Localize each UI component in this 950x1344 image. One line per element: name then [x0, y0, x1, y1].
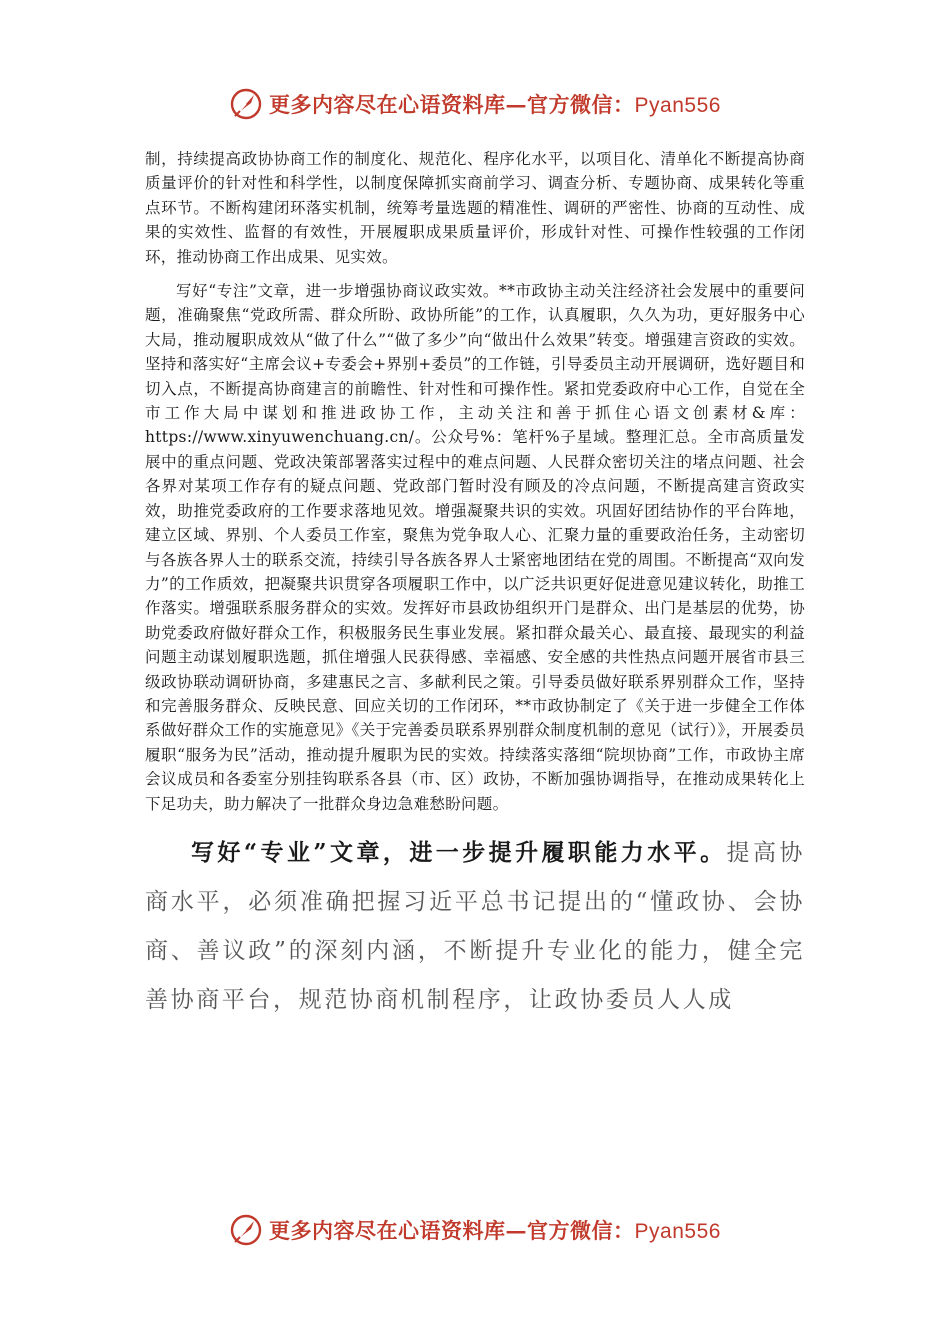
footer-banner-wechat-id: Pyan556 — [634, 1220, 721, 1243]
footer-banner-text: 更多内容尽在心语资料库—官方微信：Pyan556 — [269, 1218, 721, 1243]
paragraph-3-lead: 写好“专业”文章，进一步提升履职能力水平。 — [191, 838, 727, 866]
footer-banner — [0, 1210, 950, 1250]
paragraph-1: 制，持续提高政协协商工作的制度化、规范化、程序化水平，以项目化、清单化不断提高协商质量评价的针对性和科学性，以制度保障抓实商前学习、调查分析、专题协商、成果转化等重点环节。不断构建闭环落实机制，统筹考量选题的精准性、调研的严密性、协商的互动性、成果的实效性、监督的有效性，开展履职成果质量评价，形成针对性、可操作性较强的工作闭环，推动协商工作出成果、见实效。 — [145, 150, 805, 266]
quill-pen-logo-icon — [229, 87, 263, 121]
paragraph-3 — [145, 828, 805, 1025]
quill-pen-logo-icon — [229, 1213, 263, 1247]
header-banner-text: 更多内容尽在心语资料库—官方微信：Pyan556 — [269, 92, 721, 117]
paragraph-3-text: 提高协商水平，必须准确把握习近平总书记提出的“懂政协、会协商、善议政”的深刻内涵，不断提升专业化的能力，健全完善协商平台，规范协商机制程序，让政协委员人人成 — [145, 839, 805, 1013]
paragraph-2: 写好“专注”文章，进一步增强协商议政实效。**市政协主动关注经济社会发展中的重要问题，准确聚焦“党政所需、群众所盼、政协所能”的工作，认真履职，久久为功，更好服务中心大局，推动履职成效从“做了什么”“做了多少”向“做出什么效果”转变。增强建言资政的实效。坚持和落实好“主席会议+专委会+界别+委员”的工作链，引导委员主动开展调研，选好题目和切入点，不断提高协商建言的前瞻性、针对性和可操作性。紧扣党委政府中心工作，自觉在全市工作大局中谋划和推进政协工作，主动关注和善于抓住心语文创素材&库：https://www.xinyuwenchuang.cn/。公众号%：笔杆%子星域。整理汇总。全市高质量发展中的重点问题、党政决策部署落实过程中的难点问题、人民群众密切关注的堵点问题、社会各界对某项工作存有的疑点问题、党政部门暂时没有顾及的冷点问题，不断提高建言资政实效，助推党委政府的工作要求落地见效。增强凝聚共识的实效。巩固好团结协作的平台阵地，建立区域、界别、个人委员工作室，聚焦为党争取人心、汇聚力量的重要政治任务，主动密切与各族各界人士的联系交流，持续引导各族各界人士紧密地团结在党的周围。不断提高“双向发力”的工作质效，把凝聚共识贯穿各项履职工作中，以广泛共识更好促进意见建议转化，助推工作落实。增强联系服务群众的实效。发挥好市县政协组织开门是群众、出门是基层的优势，协助党委政府做好群众工作，积极服务民生事业发展。紧扣群众最关心、最直接、最现实的利益问题主动谋划履职选题，抓住增强人民获得感、幸福感、安全感的共性热点问题开展省市县三级政协联动调研协商，多建惠民之言、多献利民之策。引导委员做好联系界别群众工作，坚持和完善服务群众、反映民意、回应关切的工作闭环，**市政协制定了《关于进一步健全工作体系做好群众工作的实施意见》《关于完善委员联系界别群众制度机制的意见（试行）》，开展委员履职“服务为民”活动，推动提升履职为民的实效。持续落实落细“院坝协商”工作，市政协主席会议成员和各委室分别挂钩联系各县（市、区）政协，不断加强协调指导，在推动成果转化上下足功夫，助力解决了一批群众身边急难愁盼问题。 — [145, 282, 805, 813]
document-body — [145, 147, 805, 1025]
header-banner — [0, 84, 950, 124]
header-banner-wechat-id: Pyan556 — [634, 94, 721, 117]
